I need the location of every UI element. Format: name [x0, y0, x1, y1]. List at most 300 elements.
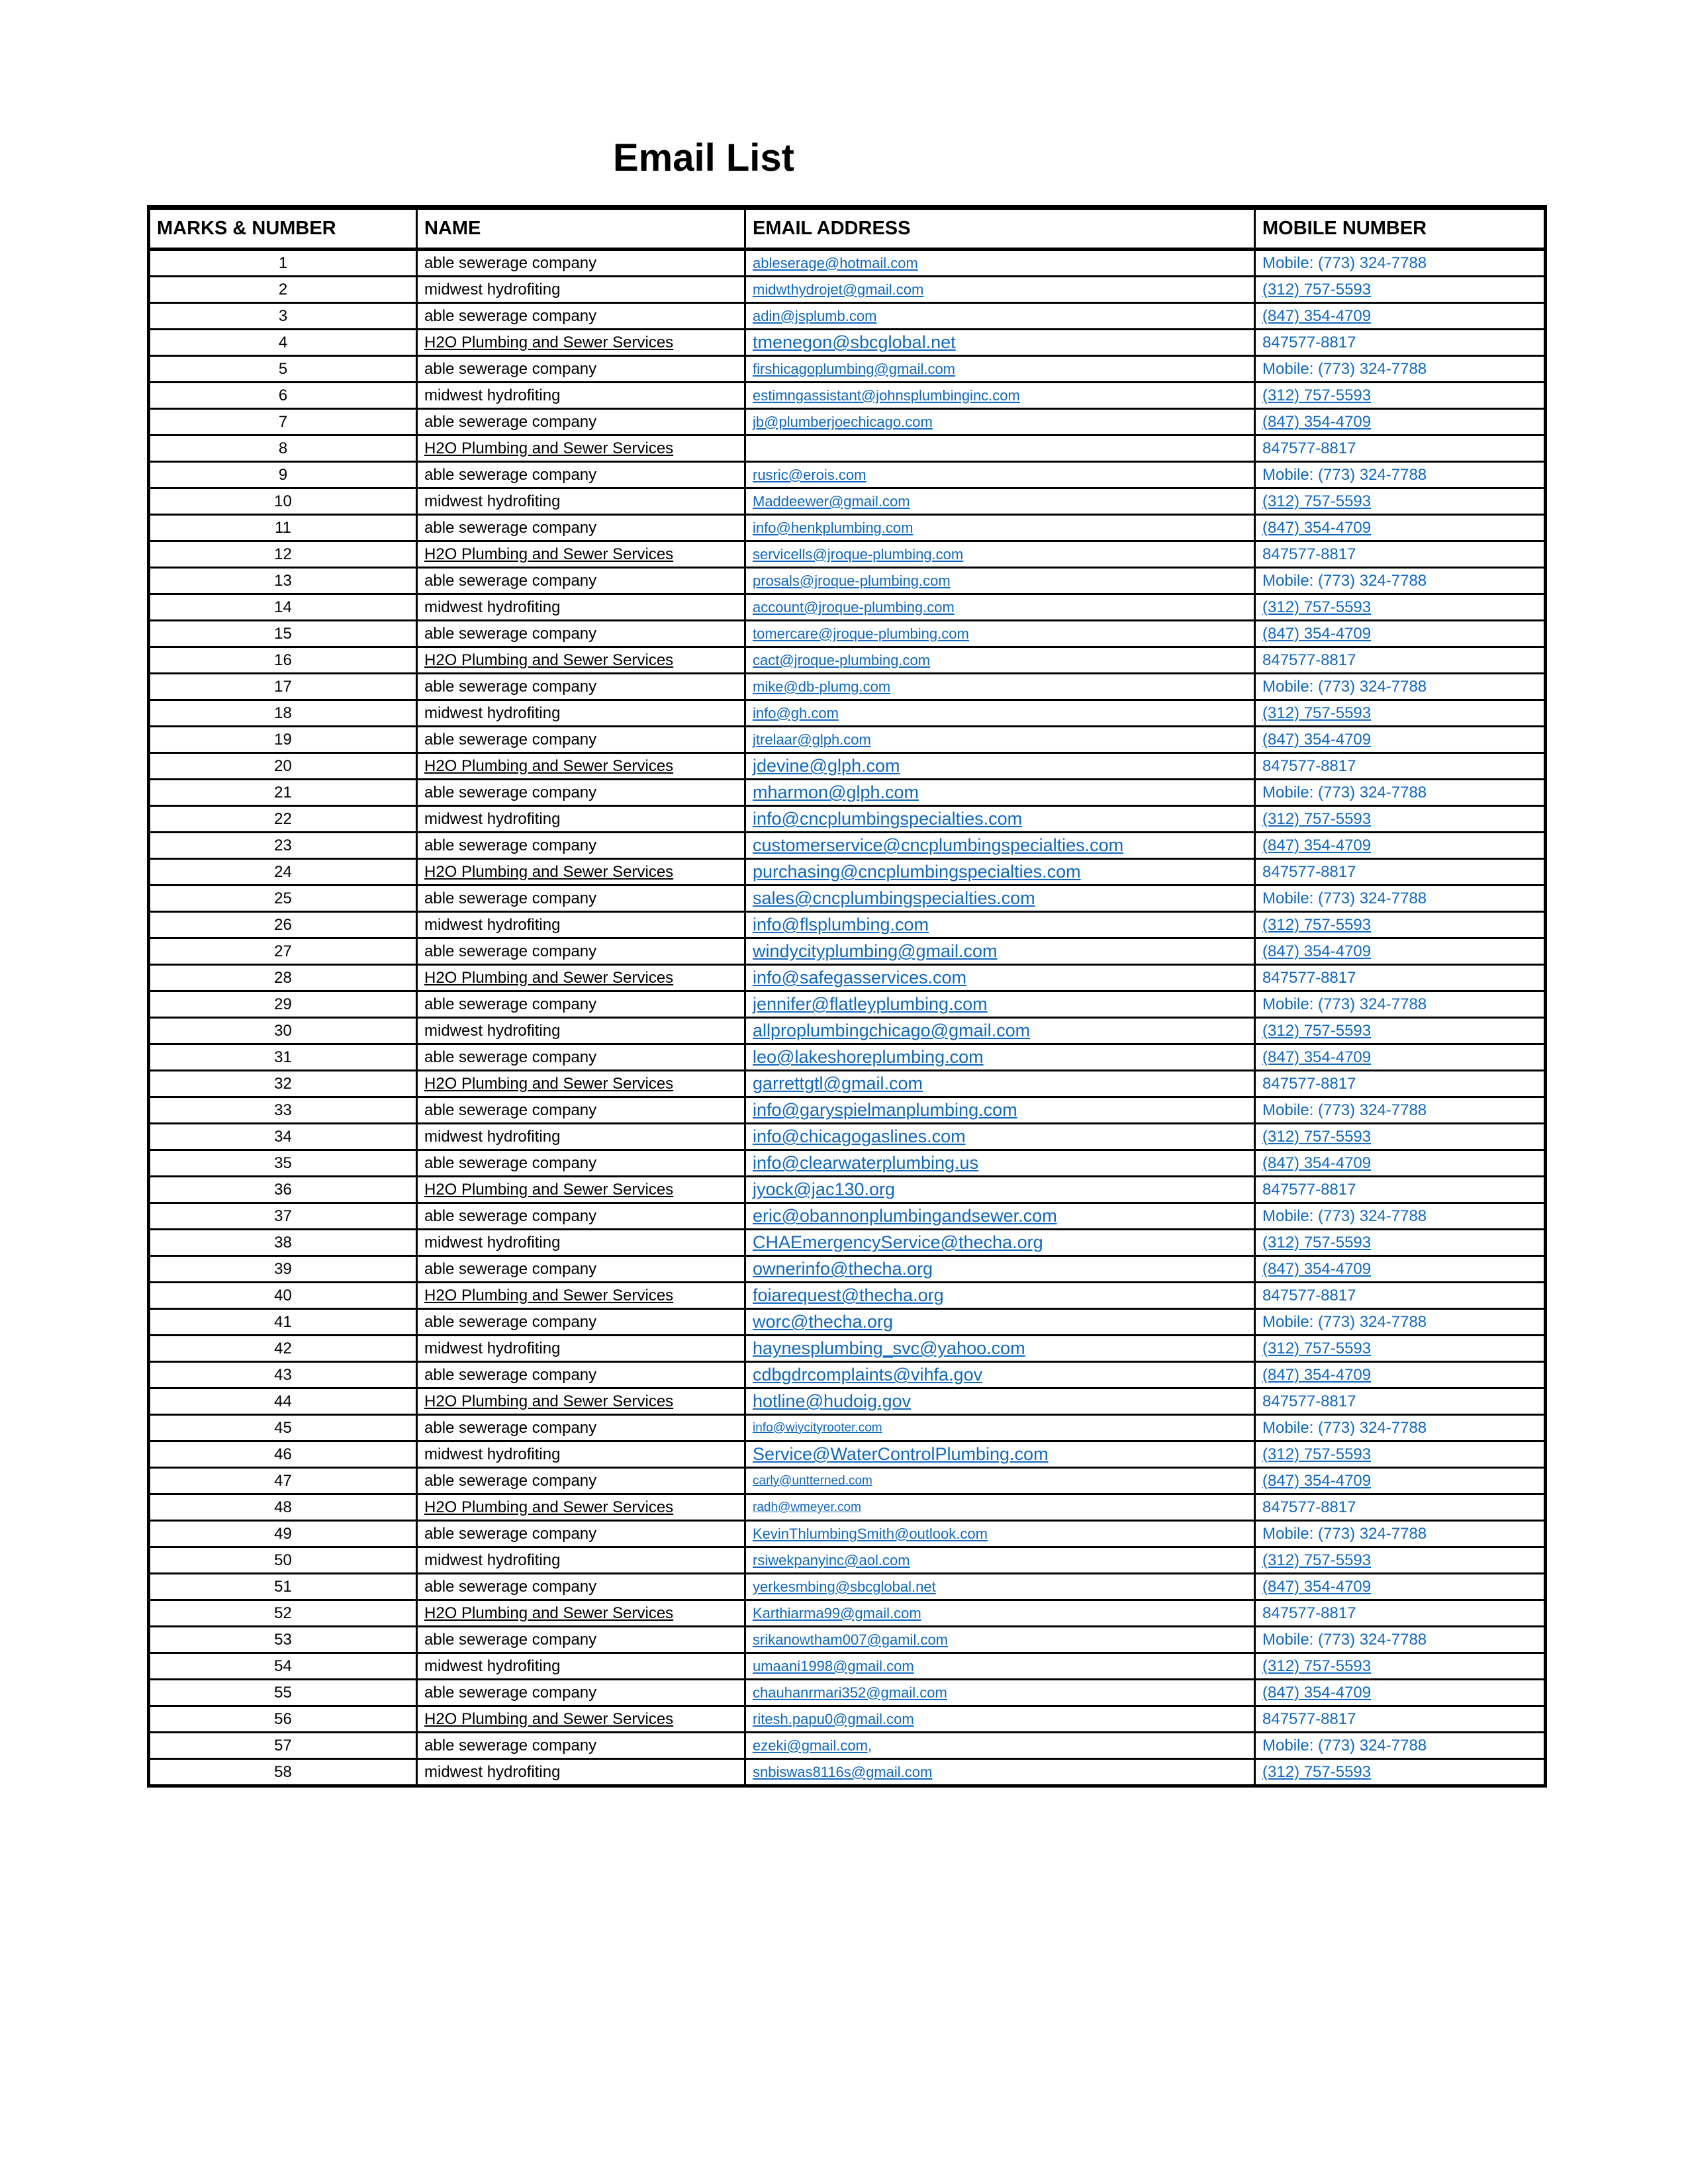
cell-company-name: H2O Plumbing and Sewer Services: [417, 647, 745, 674]
cell-email-address: [745, 912, 1255, 938]
table-row: [149, 1468, 1546, 1494]
table-row: [149, 409, 1546, 435]
phone-link[interactable]: (312) 757-5593: [1262, 386, 1372, 404]
email-link[interactable]: carly@untterned.com: [753, 1473, 872, 1488]
cell-mark-number: 16: [149, 647, 417, 674]
cell-mark-number: 17: [149, 674, 417, 700]
cell-mobile-number: [1255, 1706, 1546, 1733]
table-row: [149, 1071, 1546, 1097]
table-row: [149, 1680, 1546, 1706]
phone-link[interactable]: (847) 354-4709: [1262, 1471, 1372, 1490]
cell-company-name: H2O Plumbing and Sewer Services: [417, 435, 745, 462]
cell-email-address: [745, 965, 1255, 991]
email-link[interactable]: CHAEmergencyService@thecha.org: [753, 1232, 1043, 1252]
phone-link[interactable]: (847) 354-4709: [1262, 518, 1372, 537]
cell-mobile-number: [1255, 1203, 1546, 1230]
cell-email-address: [745, 859, 1255, 886]
cell-company-name: able sewerage company: [417, 674, 745, 700]
table-row: [149, 859, 1546, 886]
email-link[interactable]: purchasing@cncplumbingspecialties.com: [753, 862, 1081, 882]
table-row: [149, 727, 1546, 753]
cell-mobile-number: [1255, 1071, 1546, 1097]
email-link[interactable]: jtrelaar@glph.com: [753, 731, 871, 748]
email-link[interactable]: foiarequest@thecha.org: [753, 1285, 944, 1305]
table-row: [149, 991, 1546, 1018]
cell-email-address: [745, 1574, 1255, 1600]
email-link[interactable]: jb@plumberjoechicago.com: [753, 413, 933, 430]
cell-mobile-number: [1255, 1283, 1546, 1309]
phone-link[interactable]: (847) 354-4709: [1262, 412, 1372, 431]
cell-email-address: [745, 1230, 1255, 1256]
cell-mark-number: 57: [149, 1733, 417, 1759]
email-link[interactable]: leo@lakeshoreplumbing.com: [753, 1047, 984, 1067]
cell-email-address: [745, 938, 1255, 965]
table-row: [149, 1309, 1546, 1336]
table-row: [149, 1494, 1546, 1521]
table-row: [149, 1547, 1546, 1574]
phone-link[interactable]: (847) 354-4709: [1262, 942, 1372, 960]
email-link[interactable]: Service@WaterControlPlumbing.com: [753, 1444, 1049, 1464]
table-row: [149, 1574, 1546, 1600]
cell-mobile-number: [1255, 1733, 1546, 1759]
cell-company-name: midwest hydrofiting: [417, 383, 745, 409]
email-link[interactable]: tmenegon@sbcglobal.net: [753, 332, 956, 352]
phone-text: 847577-8817: [1262, 1286, 1356, 1304]
cell-mobile-number: [1255, 330, 1546, 356]
table-row: [149, 1388, 1546, 1415]
email-link[interactable]: ableserage@hotmail.com: [753, 254, 918, 271]
email-link[interactable]: umaani1998@gmail.com: [753, 1657, 914, 1674]
cell-mark-number: 52: [149, 1600, 417, 1627]
phone-link[interactable]: (847) 354-4709: [1262, 1154, 1372, 1172]
email-link[interactable]: allproplumbingchicago@gmail.com: [753, 1021, 1031, 1040]
cell-mobile-number: [1255, 991, 1546, 1018]
cell-company-name: able sewerage company: [417, 250, 745, 277]
header-mobile-number: MOBILE NUMBER: [1255, 208, 1546, 250]
cell-company-name: H2O Plumbing and Sewer Services: [417, 1494, 745, 1521]
phone-link[interactable]: (312) 757-5593: [1262, 280, 1372, 298]
cell-mark-number: 5: [149, 356, 417, 383]
cell-email-address: [745, 1336, 1255, 1362]
cell-mark-number: 18: [149, 700, 417, 727]
table-row: [149, 383, 1546, 409]
cell-email-address: [745, 1388, 1255, 1415]
table-row: [149, 1230, 1546, 1256]
cell-company-name: able sewerage company: [417, 1362, 745, 1388]
cell-company-name: able sewerage company: [417, 886, 745, 912]
cell-mark-number: 7: [149, 409, 417, 435]
cell-mobile-number: [1255, 1627, 1546, 1653]
phone-link[interactable]: (847) 354-4709: [1262, 1577, 1372, 1596]
cell-mobile-number: [1255, 1044, 1546, 1071]
table-row: [149, 1521, 1546, 1547]
cell-company-name: H2O Plumbing and Sewer Services: [417, 1600, 745, 1627]
email-link[interactable]: garrettgtl@gmail.com: [753, 1073, 923, 1093]
phone-link[interactable]: (312) 757-5593: [1262, 809, 1372, 828]
table-row: [149, 1177, 1546, 1203]
cell-company-name: midwest hydrofiting: [417, 1441, 745, 1468]
cell-company-name: H2O Plumbing and Sewer Services: [417, 541, 745, 568]
cell-email-address: [745, 1521, 1255, 1547]
email-link[interactable]: adin@jsplumb.com: [753, 307, 877, 324]
cell-mobile-number: [1255, 1230, 1546, 1256]
cell-email-address: [745, 1044, 1255, 1071]
table-row: [149, 1203, 1546, 1230]
phone-link[interactable]: (847) 354-4709: [1262, 1365, 1372, 1384]
cell-mark-number: 24: [149, 859, 417, 886]
cell-mobile-number: [1255, 1468, 1546, 1494]
email-link[interactable]: firshicagoplumbing@gmail.com: [753, 360, 956, 377]
cell-mobile-number: [1255, 859, 1546, 886]
cell-email-address: [745, 1627, 1255, 1653]
table-row: [149, 912, 1546, 938]
cell-mobile-number: [1255, 303, 1546, 330]
cell-mobile-number: [1255, 674, 1546, 700]
cell-mark-number: 3: [149, 303, 417, 330]
cell-mobile-number: [1255, 700, 1546, 727]
phone-link[interactable]: (312) 757-5593: [1262, 1233, 1372, 1251]
cell-mobile-number: [1255, 727, 1546, 753]
email-link[interactable]: servicells@jroque-plumbing.com: [753, 545, 964, 563]
cell-mark-number: 11: [149, 515, 417, 541]
phone-link[interactable]: (312) 757-5593: [1262, 598, 1372, 616]
table-row: [149, 1653, 1546, 1680]
cell-mark-number: 2: [149, 277, 417, 303]
email-link[interactable]: hotline@hudoig.gov: [753, 1391, 912, 1411]
cell-email-address: [745, 991, 1255, 1018]
cell-mobile-number: [1255, 621, 1546, 647]
email-link[interactable]: midwthydrojet@gmail.com: [753, 281, 924, 298]
cell-mark-number: 30: [149, 1018, 417, 1044]
email-link[interactable]: radh@wmeyer.com: [753, 1500, 861, 1514]
cell-email-address: [745, 1097, 1255, 1124]
cell-email-address: [745, 250, 1255, 277]
cell-email-address: [745, 303, 1255, 330]
email-link[interactable]: sales@cncplumbingspecialties.com: [753, 888, 1035, 908]
cell-email-address: [745, 1547, 1255, 1574]
email-link[interactable]: info@flsplumbing.com: [753, 915, 929, 934]
cell-mark-number: 46: [149, 1441, 417, 1468]
cell-email-address: [745, 1362, 1255, 1388]
phone-text: Mobile: (773) 324-7788: [1262, 889, 1427, 907]
phone-link[interactable]: (312) 757-5593: [1262, 704, 1372, 722]
cell-email-address: [745, 700, 1255, 727]
cell-company-name: able sewerage company: [417, 1627, 745, 1653]
cell-email-address: [745, 277, 1255, 303]
email-link[interactable]: info@cncplumbingspecialties.com: [753, 809, 1023, 829]
phone-text: Mobile: (773) 324-7788: [1262, 1312, 1427, 1331]
email-link[interactable]: info@wiycityrooter.com: [753, 1420, 882, 1435]
phone-link[interactable]: (312) 757-5593: [1262, 1127, 1372, 1146]
cell-mark-number: 43: [149, 1362, 417, 1388]
cell-mark-number: 38: [149, 1230, 417, 1256]
cell-email-address: [745, 727, 1255, 753]
cell-mobile-number: [1255, 1574, 1546, 1600]
cell-email-address: [745, 1283, 1255, 1309]
cell-mark-number: 9: [149, 462, 417, 488]
email-link[interactable]: rsiwekpanyinc@aol.com: [753, 1551, 910, 1569]
cell-mobile-number: [1255, 277, 1546, 303]
cell-company-name: able sewerage company: [417, 1044, 745, 1071]
phone-text: 847577-8817: [1262, 439, 1356, 457]
email-link[interactable]: KevinThlumbingSmith@outlook.com: [753, 1525, 988, 1542]
header-email-address: EMAIL ADDRESS: [745, 208, 1255, 250]
cell-company-name: able sewerage company: [417, 1150, 745, 1177]
cell-mobile-number: [1255, 1759, 1546, 1786]
email-link[interactable]: haynesplumbing_svc@yahoo.com: [753, 1338, 1025, 1358]
cell-mobile-number: [1255, 806, 1546, 833]
cell-email-address: [745, 674, 1255, 700]
email-link[interactable]: jyock@jac130.org: [753, 1179, 896, 1199]
cell-company-name: able sewerage company: [417, 1521, 745, 1547]
email-link[interactable]: eric@obannonplumbingandsewer.com: [753, 1206, 1057, 1226]
cell-mark-number: 31: [149, 1044, 417, 1071]
cell-company-name: able sewerage company: [417, 1203, 745, 1230]
email-link[interactable]: Maddeewer@gmail.com: [753, 492, 910, 510]
cell-email-address: [745, 1071, 1255, 1097]
cell-mark-number: 35: [149, 1150, 417, 1177]
cell-email-address: [745, 1415, 1255, 1441]
table-row: [149, 1706, 1546, 1733]
cell-mobile-number: [1255, 753, 1546, 780]
phone-link[interactable]: (312) 757-5593: [1262, 1657, 1372, 1675]
cell-mobile-number: [1255, 938, 1546, 965]
phone-link[interactable]: (847) 354-4709: [1262, 836, 1372, 854]
cell-mobile-number: [1255, 965, 1546, 991]
table-row: [149, 1759, 1546, 1786]
phone-text: Mobile: (773) 324-7788: [1262, 359, 1427, 378]
cell-company-name: able sewerage company: [417, 1415, 745, 1441]
email-link[interactable]: jdevine@glph.com: [753, 756, 900, 776]
phone-link[interactable]: (847) 354-4709: [1262, 730, 1372, 749]
cell-mark-number: 51: [149, 1574, 417, 1600]
cell-mark-number: 1: [149, 250, 417, 277]
header-name: NAME: [417, 208, 745, 250]
cell-company-name: H2O Plumbing and Sewer Services: [417, 753, 745, 780]
email-link[interactable]: cdbgdrcomplaints@vihfa.gov: [753, 1365, 983, 1385]
phone-link[interactable]: (312) 757-5593: [1262, 1021, 1372, 1040]
cell-company-name: midwest hydrofiting: [417, 1124, 745, 1150]
table-row: [149, 938, 1546, 965]
cell-company-name: H2O Plumbing and Sewer Services: [417, 1177, 745, 1203]
email-link[interactable]: Karthiarma99@gmail.com: [753, 1604, 921, 1621]
table-row: [149, 250, 1546, 277]
cell-company-name: midwest hydrofiting: [417, 912, 745, 938]
email-link[interactable]: customerservice@cncplumbingspecialties.com: [753, 835, 1124, 855]
cell-email-address: [745, 1706, 1255, 1733]
cell-company-name: able sewerage company: [417, 1680, 745, 1706]
cell-email-address: [745, 1124, 1255, 1150]
table-row: [149, 753, 1546, 780]
phone-link[interactable]: (312) 757-5593: [1262, 1339, 1372, 1357]
table-row: [149, 462, 1546, 488]
phone-text: Mobile: (773) 324-7788: [1262, 995, 1427, 1013]
cell-mark-number: 34: [149, 1124, 417, 1150]
email-link[interactable]: ritesh.papu0@gmail.com: [753, 1710, 914, 1727]
cell-email-address: [745, 1441, 1255, 1468]
table-row: [149, 1124, 1546, 1150]
email-link[interactable]: info@safegasservices.com: [753, 968, 967, 987]
cell-mobile-number: [1255, 833, 1546, 859]
phone-text: 847577-8817: [1262, 968, 1356, 987]
cell-mark-number: 29: [149, 991, 417, 1018]
email-link[interactable]: ezeki@gmail.com,: [753, 1737, 872, 1754]
cell-company-name: midwest hydrofiting: [417, 1230, 745, 1256]
phone-text: Mobile: (773) 324-7788: [1262, 1524, 1427, 1543]
email-link[interactable]: ownerinfo@thecha.org: [753, 1259, 933, 1279]
table-row: [149, 1150, 1546, 1177]
table-row: [149, 1044, 1546, 1071]
phone-text: 847577-8817: [1262, 1498, 1356, 1516]
table-row: [149, 621, 1546, 647]
cell-mobile-number: [1255, 1124, 1546, 1150]
cell-email-address: [745, 753, 1255, 780]
email-link[interactable]: info@henkplumbing.com: [753, 519, 914, 536]
table-row: [149, 647, 1546, 674]
cell-company-name: able sewerage company: [417, 1733, 745, 1759]
phone-text: 847577-8817: [1262, 1604, 1356, 1622]
cell-company-name: able sewerage company: [417, 1256, 745, 1283]
header-row: [149, 208, 1546, 250]
phone-text: Mobile: (773) 324-7788: [1262, 1418, 1427, 1437]
cell-mark-number: 14: [149, 594, 417, 621]
email-link[interactable]: windycityplumbing@gmail.com: [753, 941, 998, 961]
cell-company-name: able sewerage company: [417, 409, 745, 435]
cell-company-name: able sewerage company: [417, 568, 745, 594]
cell-company-name: midwest hydrofiting: [417, 1547, 745, 1574]
phone-link[interactable]: (312) 757-5593: [1262, 1762, 1372, 1781]
cell-mobile-number: [1255, 1362, 1546, 1388]
email-link[interactable]: info@garyspielmanplumbing.com: [753, 1100, 1017, 1120]
email-link[interactable]: jennifer@flatleyplumbing.com: [753, 994, 988, 1014]
phone-link[interactable]: (847) 354-4709: [1262, 1259, 1372, 1278]
cell-email-address: [745, 1468, 1255, 1494]
email-link[interactable]: yerkesmbing@sbcglobal.net: [753, 1578, 936, 1595]
cell-email-address: [745, 409, 1255, 435]
phone-text: 847577-8817: [1262, 1074, 1356, 1093]
table-row: [149, 1733, 1546, 1759]
cell-mark-number: 50: [149, 1547, 417, 1574]
cell-company-name: able sewerage company: [417, 1468, 745, 1494]
cell-mark-number: 45: [149, 1415, 417, 1441]
cell-email-address: [745, 1600, 1255, 1627]
cell-mark-number: 13: [149, 568, 417, 594]
cell-email-address: [745, 1018, 1255, 1044]
cell-mark-number: 21: [149, 780, 417, 806]
phone-text: 847577-8817: [1262, 1709, 1356, 1728]
cell-company-name: midwest hydrofiting: [417, 1018, 745, 1044]
email-link[interactable]: info@chicagogaslines.com: [753, 1126, 966, 1146]
cell-mobile-number: [1255, 1547, 1546, 1574]
cell-company-name: H2O Plumbing and Sewer Services: [417, 1071, 745, 1097]
email-link[interactable]: prosals@jroque-plumbing.com: [753, 572, 951, 589]
phone-link[interactable]: (312) 757-5593: [1262, 492, 1372, 510]
email-link[interactable]: estimngassistant@johnsplumbinginc.com: [753, 387, 1020, 404]
cell-company-name: able sewerage company: [417, 462, 745, 488]
cell-mobile-number: [1255, 1336, 1546, 1362]
phone-text: Mobile: (773) 324-7788: [1262, 571, 1427, 590]
email-link[interactable]: chauhanrmari352@gmail.com: [753, 1684, 947, 1701]
cell-company-name: able sewerage company: [417, 780, 745, 806]
cell-email-address: [745, 515, 1255, 541]
cell-company-name: midwest hydrofiting: [417, 1759, 745, 1786]
email-link[interactable]: account@jroque-plumbing.com: [753, 598, 955, 615]
cell-email-address: [745, 462, 1255, 488]
email-link[interactable]: rusric@erois.com: [753, 466, 867, 483]
email-link[interactable]: info@clearwaterplumbing.us: [753, 1153, 979, 1173]
email-link[interactable]: mike@db-plumg.com: [753, 678, 891, 695]
cell-mark-number: 48: [149, 1494, 417, 1521]
email-link[interactable]: tomercare@jroque-plumbing.com: [753, 625, 969, 642]
email-link[interactable]: mharmon@glph.com: [753, 782, 919, 802]
cell-mobile-number: [1255, 1680, 1546, 1706]
phone-link[interactable]: (312) 757-5593: [1262, 1445, 1372, 1463]
email-link[interactable]: srikanowtham007@gamil.com: [753, 1631, 949, 1648]
cell-mark-number: 32: [149, 1071, 417, 1097]
cell-company-name: able sewerage company: [417, 515, 745, 541]
table-row: [149, 1627, 1546, 1653]
phone-link[interactable]: (847) 354-4709: [1262, 1048, 1372, 1066]
table-row: [149, 1097, 1546, 1124]
email-link[interactable]: cact@jroque-plumbing.com: [753, 651, 931, 668]
cell-company-name: able sewerage company: [417, 727, 745, 753]
phone-link[interactable]: (312) 757-5593: [1262, 915, 1372, 934]
cell-mark-number: 15: [149, 621, 417, 647]
cell-email-address: [745, 488, 1255, 515]
cell-mark-number: 40: [149, 1283, 417, 1309]
cell-company-name: H2O Plumbing and Sewer Services: [417, 1283, 745, 1309]
cell-company-name: midwest hydrofiting: [417, 488, 745, 515]
table-row: [149, 1362, 1546, 1388]
phone-text: Mobile: (773) 324-7788: [1262, 465, 1427, 484]
table-row: [149, 435, 1546, 462]
cell-mark-number: 56: [149, 1706, 417, 1733]
table-row: [149, 303, 1546, 330]
cell-company-name: able sewerage company: [417, 1309, 745, 1336]
cell-company-name: able sewerage company: [417, 833, 745, 859]
cell-company-name: able sewerage company: [417, 1097, 745, 1124]
phone-text: Mobile: (773) 324-7788: [1262, 677, 1427, 696]
email-link[interactable]: worc@thecha.org: [753, 1312, 894, 1332]
table-row: [149, 674, 1546, 700]
phone-link[interactable]: (847) 354-4709: [1262, 306, 1372, 325]
cell-mobile-number: [1255, 515, 1546, 541]
table-row: [149, 1018, 1546, 1044]
phone-text: 847577-8817: [1262, 1392, 1356, 1410]
cell-mark-number: 22: [149, 806, 417, 833]
table-row: [149, 594, 1546, 621]
phone-text: Mobile: (773) 324-7788: [1262, 1206, 1427, 1225]
phone-text: Mobile: (773) 324-7788: [1262, 1101, 1427, 1119]
phone-link[interactable]: (312) 757-5593: [1262, 1551, 1372, 1569]
cell-company-name: H2O Plumbing and Sewer Services: [417, 859, 745, 886]
cell-mobile-number: [1255, 409, 1546, 435]
phone-link[interactable]: (847) 354-4709: [1262, 1683, 1372, 1702]
cell-company-name: H2O Plumbing and Sewer Services: [417, 1706, 745, 1733]
phone-link[interactable]: (847) 354-4709: [1262, 624, 1372, 643]
cell-mobile-number: [1255, 1441, 1546, 1468]
email-link[interactable]: info@gh.com: [753, 704, 839, 721]
email-link[interactable]: snbiswas8116s@gmail.com: [753, 1763, 933, 1780]
cell-company-name: midwest hydrofiting: [417, 277, 745, 303]
table-row: [149, 1600, 1546, 1627]
cell-mobile-number: [1255, 780, 1546, 806]
cell-email-address: [745, 1759, 1255, 1786]
cell-email-address: [745, 1494, 1255, 1521]
table-row: [149, 1256, 1546, 1283]
cell-company-name: H2O Plumbing and Sewer Services: [417, 1388, 745, 1415]
cell-mark-number: 25: [149, 886, 417, 912]
